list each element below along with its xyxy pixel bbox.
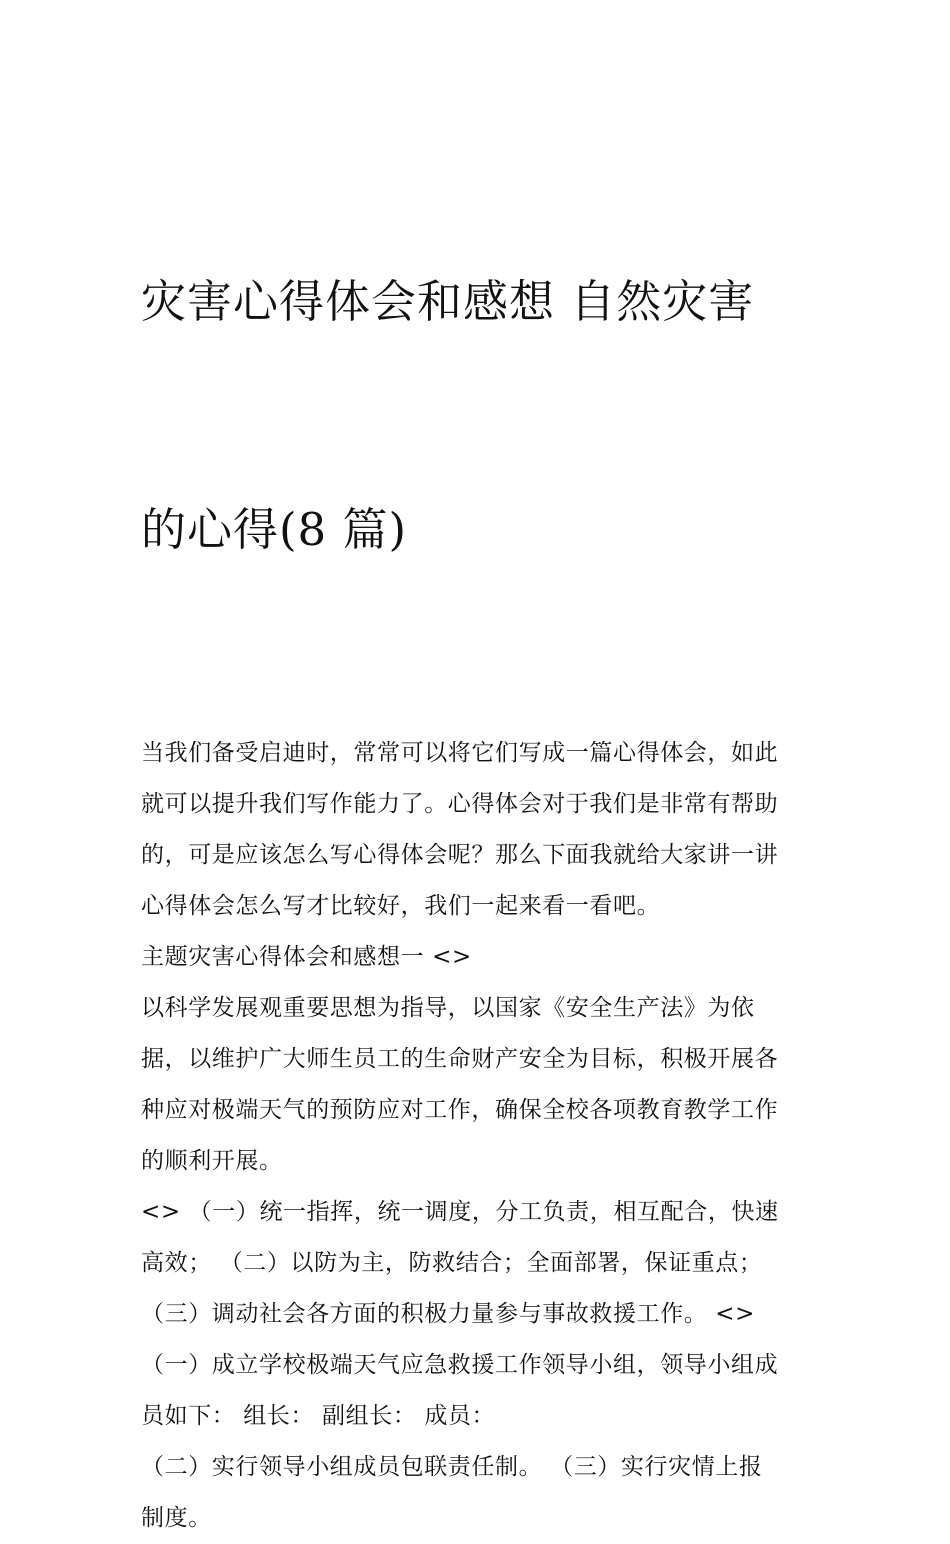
document-title xyxy=(141,112,813,720)
body-line-11: 高效； （二）以防为主，防救结合；全面部署，保证重点； xyxy=(141,1250,763,1276)
title-line-2: 的心得(8 篇) xyxy=(141,503,408,556)
body-line-9: 的顺利开展。 xyxy=(141,1148,283,1174)
section-heading-1: 主题灾害心得体会和感想一 <> xyxy=(141,944,472,970)
body-line-2: 就可以提升我们写作能力了。心得体会对于我们是非常有帮助 xyxy=(141,791,779,817)
body-line-1: 当我们备受启迪时，常常可以将它们写成一篇心得体会，如此 xyxy=(141,740,779,766)
body-line-4: 心得体会怎么写才比较好，我们一起来看一看吧。 xyxy=(141,893,661,919)
body-line-7: 据，以维护广大师生员工的生命财产安全为目标，积极开展各 xyxy=(141,1046,779,1072)
document-body xyxy=(141,728,813,1544)
title-line-1: 灾害心得体会和感想 自然灾害 xyxy=(141,275,755,328)
body-line-10: <> （一）统一指挥，统一调度，分工负责，相互配合，快速 xyxy=(141,1199,779,1225)
document-page xyxy=(141,112,813,1544)
body-line-8: 种应对极端天气的预防应对工作，确保全校各项教育教学工作 xyxy=(141,1097,779,1123)
body-line-13: （一）成立学校极端天气应急救援工作领导小组，领导小组成 xyxy=(141,1352,779,1378)
body-line-16: 制度。 xyxy=(141,1505,212,1531)
body-line-14: 员如下： 组长： 副组长： 成员： xyxy=(141,1403,496,1429)
body-line-12: （三）调动社会各方面的积极力量参与事故救援工作。 <> xyxy=(141,1301,756,1327)
body-line-3: 的，可是应该怎么写心得体会呢？那么下面我就给大家讲一讲 xyxy=(141,842,779,868)
body-line-6: 以科学发展观重要思想为指导，以国家《安全生产法》为依 xyxy=(141,995,755,1021)
body-line-15: （二）实行领导小组成员包联责任制。 （三）实行灾情上报 xyxy=(141,1454,763,1480)
